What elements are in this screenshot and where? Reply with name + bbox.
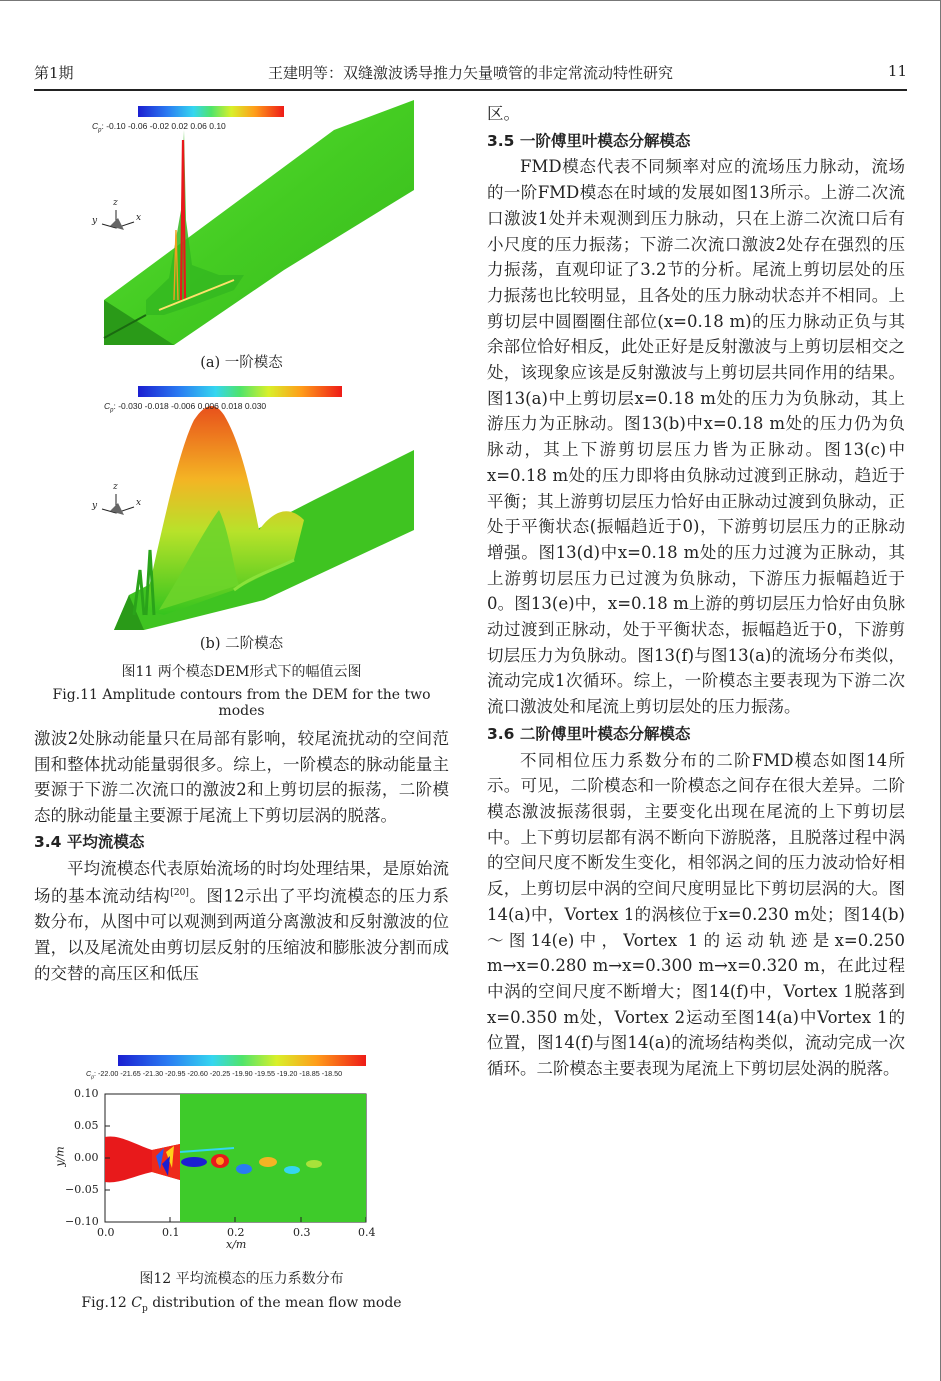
page-border-top bbox=[0, 0, 941, 1]
header-rule bbox=[34, 89, 907, 91]
mean-flow-text-a: 平均流模态代表原始流场的时均处理结果，是原始流场的基本流动结构 bbox=[34, 858, 449, 906]
colorbar-11a-symbol: C bbox=[92, 121, 99, 131]
figure-12-caption-symbol: C bbox=[131, 1295, 142, 1311]
xtick-0-4: 0.4 bbox=[358, 1226, 376, 1239]
ytick-neg-0-10: −0.10 bbox=[65, 1215, 99, 1228]
ytick-0-10: 0.10 bbox=[74, 1087, 99, 1100]
figure-11b bbox=[34, 380, 449, 630]
paragraph-first-order-fmd: FMD模态代表不同频率对应的流场压力脉动，流场的一阶FMD模态在时域的发展如图13所示。上游二次流口激波1处并未观测到压力脉动，只在上游二次流口后有小尺度的压力振荡；下游二次流口激波2处存在强烈的压力振荡，直观印证了3.2节的分析。尾流上剪切层处的压力振荡也比较明显，且各处的压力脉动状态并不相同。上剪切层中圆圈圈住部位(x=0.18 m)的压力脉动正负与其余部位恰好相反，此处正好是反射激波与上剪切层相交之处，该现象应该是反射激波与上剪切层共同作用的结果。图13(a)中上剪切层x=0.18 m处的压力为负脉动，其上游压力为正脉动。图13(b)中x=0.18 m处的压力仍为负脉动，其上下游剪切层压力皆为正脉动。图13(c)中x=0.18 m处的压力即将由负脉动过渡到正脉动，趋近于平衡；其上游剪切层压力恰好由正脉动过渡到负脉动，正处于平衡状态(振幅趋近于0)，下游剪切层压力的正脉动增强。图13(d)中x=0.18 m处的压力过渡为正脉动，其上游剪切层压力已过渡为负脉动，下游压力振幅趋近于0。图13(e)中，x=0.18 m上游的剪切层压力恰好由负脉动过渡到正脉动，处于平衡状态，振幅趋近于0，下游剪切层压力为负脉动。图13(f)与图13(a)的流场分布类似，流动完成1次循环。综上，一阶模态主要表现为下游二次流口激波处和尾流上剪切层处的压力振荡。 bbox=[487, 157, 905, 717]
paragraph-continuation: 区。 bbox=[487, 104, 520, 123]
figure-11a-subcaption: (a) 一阶模态 bbox=[200, 355, 283, 371]
ytick-0-05: 0.05 bbox=[74, 1119, 99, 1132]
axis-label-z: z bbox=[113, 482, 118, 492]
colorbar-12-values: -22.00 -21.65 -21.30 -20.95 -20.60 -20.25 -19.90 -19.55 -19.20 -18.85 -18.50 bbox=[97, 1069, 343, 1078]
paragraph-mean-flow bbox=[34, 856, 449, 987]
issue-number: 第1期 bbox=[34, 64, 74, 82]
section-heading-3-5: 3.5 一阶傅里叶模态分解模态 bbox=[487, 131, 691, 150]
axis-label-y: y bbox=[92, 216, 98, 226]
running-title: 王建明等：双缝激波诱导推力矢量喷管的非定常流动特性研究 bbox=[267, 64, 673, 82]
figure-12-caption-sub: p bbox=[142, 1303, 148, 1314]
paragraph-second-order-fmd: 不同相位压力系数分布的二阶FMD模态如图14所示。可见，二阶模态和一阶模态之间存在很大差异。二阶模态激波振荡很弱，主要变化出现在尾流的上下剪切层中。上下剪切层都有涡不断向下游脱落，且脱落过程中涡的空间尺度不断发生变化，相邻涡之间的压力波动恰好相反，上剪切层中涡的空间尺度明显比下剪切层涡的大。图14(a)中，Vortex 1的涡核位于x=0.230 m处；图14(b)～图14(e)中，Vortex 1的运动轨迹是x=0.250 m→x=0.280 m→x=0.300 m→x=0.320 m，在此过程中涡的空间尺度不断增大；图14(f)中，Vortex 1脱落到x=0.350 m处，Vortex 2运动至图14(a)中Vortex 1的位置，图14(f)与图14(a)的流场结构类似，流动完成一次循环。二阶模态主要表现为尾流上下剪切层处涡的脱落。 bbox=[487, 750, 905, 1079]
running-header bbox=[34, 62, 907, 88]
axis-label-y: y bbox=[92, 501, 98, 511]
right-column-text bbox=[487, 101, 905, 1082]
ytick-0-00: 0.00 bbox=[74, 1151, 99, 1164]
figure-12-caption-en-post: distribution of the mean flow mode bbox=[147, 1295, 402, 1311]
figure-11a bbox=[34, 100, 449, 345]
colorbar-11b-symbol: C bbox=[104, 401, 111, 411]
xtick-0-0: 0.0 bbox=[97, 1226, 115, 1239]
colorbar-11b-ticks: $C_p$: -0.030 -0.018 -0.006 0.006 0.018 0.030 bbox=[104, 401, 267, 414]
figure-11-caption-cn: 图11 两个模态DEM形式下的幅值云图 bbox=[121, 664, 362, 680]
colorbar-12-sub: p bbox=[91, 1074, 94, 1081]
figure-12-caption-en-pre: Fig.12 bbox=[81, 1295, 132, 1311]
section-heading-3-4: 3.4 平均流模态 bbox=[34, 832, 145, 851]
xtick-0-2: 0.2 bbox=[227, 1226, 245, 1239]
colorbar-11b-sub: p bbox=[110, 407, 114, 414]
citation-20: [20] bbox=[170, 888, 189, 899]
colorbar-12-symbol: C bbox=[86, 1069, 92, 1078]
colorbar-12-ticks: $C_p$: -22.00 -21.65 -21.30 -20.95 -20.60 -20.25 -19.90 -19.55 -19.20 -18.85 -18.50 bbox=[86, 1069, 343, 1081]
paragraph-energy-summary: 激波2处脉动能量只在局部有影响，较尾流扰动的空间范围和整体扰动能量弱很多。综上，一阶模态的脉动能量主要源于下游二次流口的激波2和上剪切层的振荡，二阶模态的脉动能量主要源于尾流上下剪切层涡的脱落。 bbox=[34, 729, 449, 826]
figure-12 bbox=[34, 1052, 449, 1264]
figure-12-caption-cn: 图12 平均流模态的压力系数分布 bbox=[139, 1271, 344, 1287]
figure-11-caption-en: Fig.11 Amplitude contours from the DEM for the two modes bbox=[52, 687, 431, 719]
figure-12-caption-en bbox=[34, 1295, 449, 1314]
xtick-0-3: 0.3 bbox=[293, 1226, 311, 1239]
colorbar-11a-ticks: $C_p$: -0.10 -0.06 -0.02 0.02 0.06 0.10 bbox=[92, 121, 226, 134]
xtick-0-1: 0.1 bbox=[162, 1226, 180, 1239]
colorbar-11a-values: -0.10 -0.06 -0.02 0.02 0.06 0.10 bbox=[106, 121, 226, 131]
mean-flow-text-b: 。图12示出了平均流模态的压力系数分布，从图中可以观测到两道分离激波和反射激波的位置，以及尾流处由剪切层反射的压缩波和膨胀波分割而成的交替的高压区和低压 bbox=[34, 886, 450, 983]
axis-label-z: z bbox=[113, 198, 118, 208]
colorbar-11b-values: -0.030 -0.018 -0.006 0.006 0.018 0.030 bbox=[118, 401, 267, 411]
ytick-neg-0-05: −0.05 bbox=[65, 1183, 99, 1196]
y-axis-label: y/m bbox=[53, 1146, 67, 1167]
section-heading-3-6: 3.6 二阶傅里叶模态分解模态 bbox=[487, 724, 691, 743]
left-column-text bbox=[34, 726, 449, 987]
page-number: 11 bbox=[887, 62, 907, 80]
figure-11b-subcaption: (b) 二阶模态 bbox=[199, 636, 284, 652]
colorbar-11a-sub: p bbox=[98, 127, 102, 134]
x-axis-label: x/m bbox=[226, 1238, 247, 1251]
axis-label-x: x bbox=[136, 213, 142, 223]
axis-label-x: x bbox=[136, 498, 142, 508]
